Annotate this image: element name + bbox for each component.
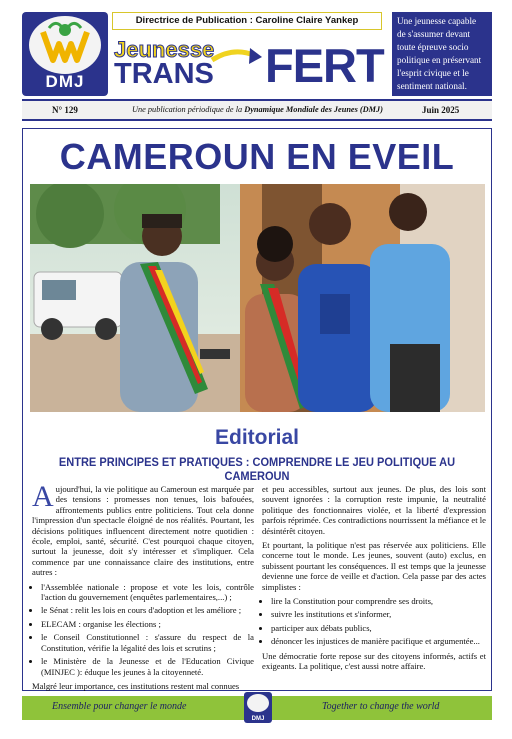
actions-list bbox=[262, 596, 486, 647]
masthead-fert: FERT bbox=[265, 39, 384, 92]
list-item: • le Conseil Constitutionnel : s'assure du respect de la Constitution, vérifie la légalité des lois et scrutins ; bbox=[41, 632, 254, 653]
publication-org: Dynamique Mondiale des Jeunes (DMJ) bbox=[244, 105, 383, 114]
list-item: • ELECAM : organise les élections ; bbox=[41, 619, 254, 629]
dmj-logo bbox=[22, 12, 108, 96]
article-column-right bbox=[262, 484, 486, 676]
page-headline: CAMEROUN EN EVEIL bbox=[59, 136, 455, 177]
footer-motto-en: Together to change the world bbox=[322, 701, 440, 712]
list-item: • l'Assemblée nationale : propose et vote les lois, contrôle l'action du gouvernement (enquêtes parlementaires,...) ; bbox=[41, 582, 254, 603]
tagline-line: politique en préservant bbox=[397, 55, 482, 65]
logo-emblem bbox=[29, 16, 101, 74]
list-item: • dénoncer les injustices de manière pacifique et argumentée... bbox=[271, 636, 486, 646]
institutions-list bbox=[32, 582, 254, 677]
masthead-trans: TRANS bbox=[114, 58, 214, 90]
publication-line bbox=[132, 105, 383, 114]
intro-paragraph bbox=[32, 480, 254, 578]
footer-logo bbox=[244, 692, 272, 723]
tagline-line: Une jeunesse capable bbox=[397, 16, 477, 26]
tagline-line: de s'assumer devant bbox=[397, 29, 471, 39]
list-item: • lire la Constitution pour comprendre ses droits, bbox=[271, 596, 486, 606]
publication-director: Directrice de Publication : Caroline Claire Yankep bbox=[112, 12, 382, 30]
intro-text: ujourd'hui, la vie politique au Cameroun est marquée par des tensions : promesses non tenues, lois bafouées, affrontements publics entre politiciens. Tout cela donne l'impression d'un spectacle éloigné de nos réalités. Pourtant, les décisions politiques influencent directement notre quotidien : école, emploi, santé, sécurité. C'est pourquoi chaque citoyen, surtout la jeunesse, doit s'y intéresser et s'impliquer. Cela commence par une connaissance claire des institutions, entre autres : bbox=[32, 484, 254, 578]
footer-motto-fr: Ensemble pour changer le monde bbox=[52, 701, 187, 712]
list-item: • participer aux débats publics, bbox=[271, 623, 486, 633]
footer-logo-text: DMJ bbox=[251, 716, 265, 722]
paragraph: et peu accessibles, surtout aux jeunes. De plus, des lois sont souvent ignorées : la corruption reste impunie, la neutralité politique des fonctionnaires violée, et la liberté d'expression parfois réprimée. Ces contradictions nourrissent la méfiance et le désintérêt citoyen. bbox=[262, 484, 486, 536]
tagline-box bbox=[392, 12, 492, 96]
tagline-line: toute épreuve socio bbox=[397, 42, 469, 52]
masthead-arrow-icon bbox=[208, 44, 264, 70]
list-item: • le Sénat : relit les lois en cours d'adoption et les améliore ; bbox=[41, 605, 254, 615]
editorial-subhead: ENTRE PRINCIPES ET PRATIQUES : COMPRENDRE LE JEU POLITIQUE AU CAMEROUN bbox=[58, 455, 456, 483]
issue-date: Juin 2025 bbox=[422, 105, 460, 115]
logo-text: DMJ bbox=[45, 72, 85, 91]
list-item: • suivre les institutions et s'informer, bbox=[271, 609, 486, 619]
info-bar bbox=[22, 99, 492, 121]
left-closing-paragraph: Malgré leur importance, ces institutions restent mal connues bbox=[32, 680, 240, 691]
paragraph: Et pourtant, la politique n'est pas réservée aux politiciens. Elle concerne tout le monde. Les jeunes, souvent (auto) exclus, en subissent pourtant les conséquences. Il est temps que la jeunesse devienne une force de veille et d'action. Cela passe par des actes simplistes : bbox=[262, 540, 486, 592]
issue-number: N° 129 bbox=[52, 105, 78, 115]
editorial-label: Editorial bbox=[214, 426, 299, 449]
article-column-left bbox=[32, 480, 254, 695]
publication-prefix: Une publication périodique de la bbox=[132, 105, 245, 114]
masthead-jeunesse: Jeunesse bbox=[114, 37, 215, 62]
cover-photo bbox=[30, 184, 485, 412]
list-item: • le Ministère de la Jeunesse et de l'Education Civique (MINJEC ): éduque les jeunes à la citoyenneté. bbox=[41, 656, 254, 677]
tagline-line: l'esprit civique et le bbox=[397, 68, 469, 78]
closing-paragraph: Une démocratie forte repose sur des citoyens informés, actifs et exigeants. La politique, c'est aussi notre affaire. bbox=[262, 650, 486, 672]
footer-logo-emblem bbox=[247, 694, 269, 712]
tagline-line: sentiment national. bbox=[397, 81, 467, 91]
drop-cap: A bbox=[32, 480, 54, 513]
